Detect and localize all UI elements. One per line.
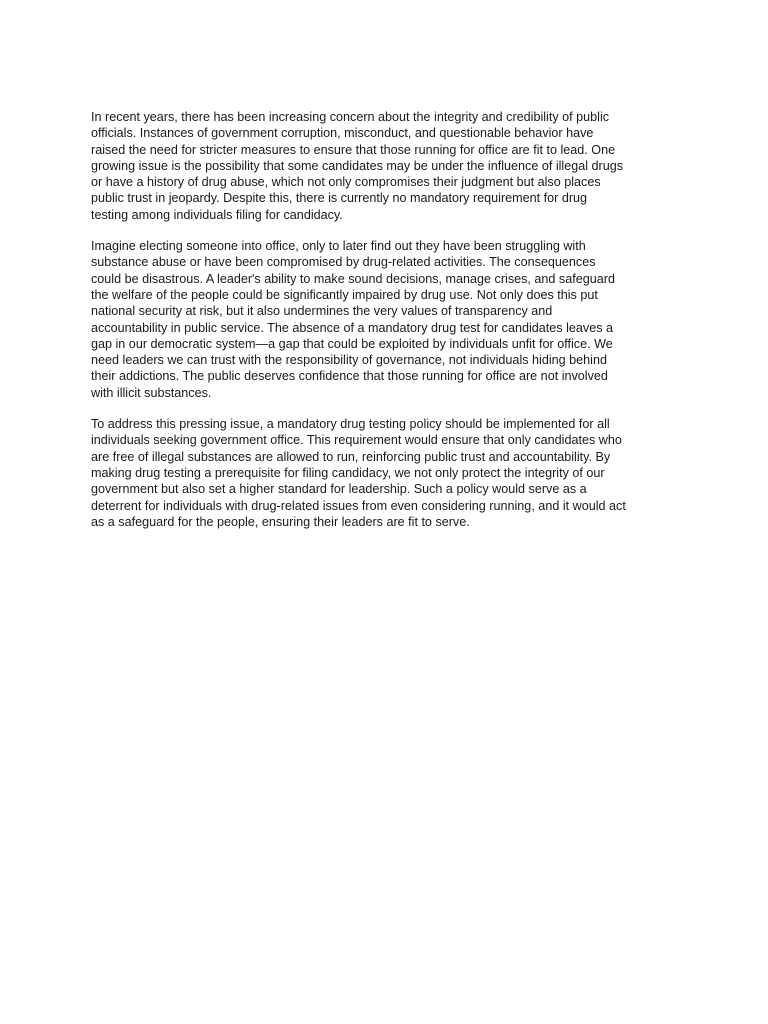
text-line: accountability in public service. The absence of a mandatory drug test for candidates leaves a: [91, 320, 614, 335]
text-line: the welfare of the people could be significantly impaired by drug use. Not only does this put: [91, 287, 598, 302]
text-line: raised the need for stricter measures to ensure that those running for office are fit to lead. One: [91, 142, 616, 157]
text-line: national security at risk, but it also undermines the very values of transparency and: [91, 304, 553, 319]
text-line: To address this pressing issue, a mandatory drug testing policy should be implemented for all: [91, 417, 610, 432]
text-line: Imagine electing someone into office, only to later find out they have been struggling with: [91, 239, 586, 254]
text-line: could be disastrous. A leader's ability to make sound decisions, manage crises, and safeguard: [91, 271, 615, 286]
paragraph-2: [91, 238, 691, 401]
text-line: officials. Instances of government corruption, misconduct, and questionable behavior have: [91, 126, 594, 141]
text-line: substance abuse or have been compromised by drug-related activities. The consequences: [91, 255, 596, 270]
text-line: In recent years, there has been increasing concern about the integrity and credibility of public: [91, 110, 610, 124]
text-line: growing issue is the possibility that some candidates may be under the influence of illegal drugs: [91, 158, 624, 173]
text-line: testing among individuals filing for candidacy.: [91, 207, 343, 222]
text-line: public trust in jeopardy. Despite this, there is currently no mandatory requirement for drug: [91, 191, 588, 206]
text-line: individuals seeking government office. This requirement would ensure that only candidates who: [91, 433, 622, 448]
text-line: their addictions. The public deserves confidence that those running for office are not involved: [91, 369, 608, 384]
text-line: deterrent for individuals with drug-related issues from even considering running, and it would act: [91, 498, 626, 513]
text-line: making drug testing a prerequisite for filing candidacy, we not only protect the integrity of our: [91, 465, 605, 480]
text-line: are free of illegal substances are allowed to run, reinforcing public trust and accountability. By: [91, 449, 611, 464]
paragraph-3: [91, 416, 691, 530]
text-line: need leaders we can trust with the responsibility of governance, not individuals hiding behind: [91, 353, 607, 368]
text-line: as a safeguard for the people, ensuring their leaders are fit to serve.: [91, 514, 470, 529]
paragraph-1: [91, 109, 691, 223]
document-body: [91, 109, 691, 545]
text-line: government but also set a higher standard for leadership. Such a policy would serve as a: [91, 482, 587, 497]
text-line: gap in our democratic system—a gap that could be exploited by individuals unfit for office. We: [91, 336, 613, 351]
text-line: or have a history of drug abuse, which not only compromises their judgment but also places: [91, 175, 601, 190]
text-line: with illicit substances.: [91, 385, 212, 400]
